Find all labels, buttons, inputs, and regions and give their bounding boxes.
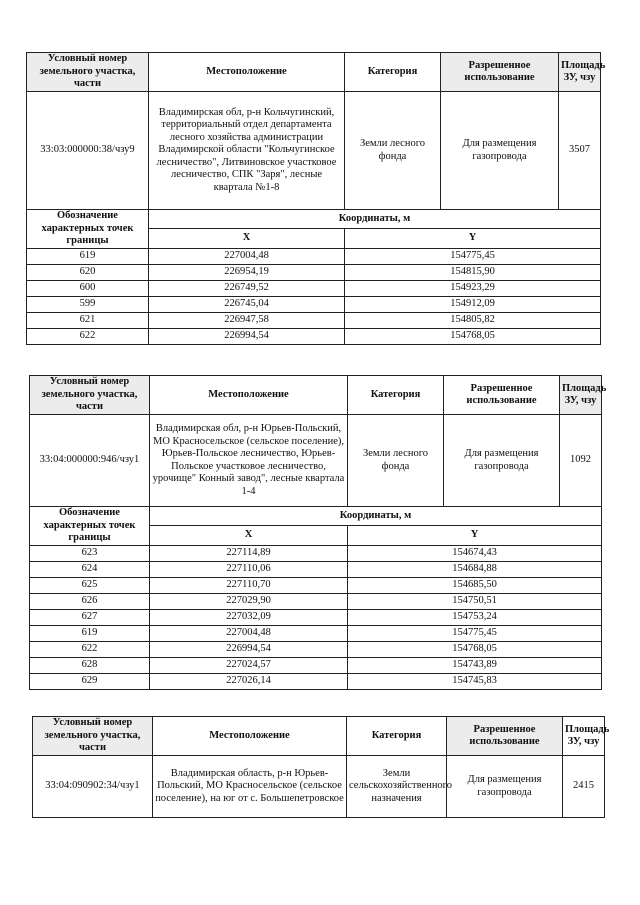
header-cad-no: Условный номер земельного участка, части [33, 717, 153, 756]
coord-x: 227110,70 [150, 577, 348, 593]
table-row [27, 312, 601, 328]
parcel-block-3 [32, 716, 610, 818]
coord-x: 227110,06 [150, 561, 348, 577]
area-cell: 1092 [560, 415, 602, 507]
header-area: Площадь ЗУ, чзу [563, 717, 605, 756]
point-number: 599 [27, 296, 149, 312]
area-cell: 3507 [559, 92, 601, 210]
coord-y: 154674,43 [348, 545, 602, 561]
parcel-table-3 [32, 716, 610, 818]
coord-x: 226749,52 [149, 280, 345, 296]
y-header: Y [348, 526, 602, 545]
point-number: 622 [27, 328, 149, 344]
coord-x: 227004,48 [149, 248, 345, 264]
point-number: 625 [30, 577, 150, 593]
header-cad-no: Условный номер земельного участка, части [30, 376, 150, 415]
category-cell: Земли лесного фонда [345, 92, 441, 210]
coord-y: 154750,51 [348, 593, 602, 609]
table-row [27, 280, 601, 296]
point-number: 619 [30, 625, 150, 641]
table-row [30, 673, 602, 689]
table-row [30, 657, 602, 673]
header-usage: Разрешенное использование [441, 53, 559, 92]
table-row [30, 593, 602, 609]
table-row [27, 328, 601, 344]
cad-no-cell: 33:03:000000:38/чзу9 [27, 92, 149, 210]
coord-x: 227004,48 [150, 625, 348, 641]
point-number: 623 [30, 545, 150, 561]
coord-x: 226954,19 [149, 264, 345, 280]
point-number: 627 [30, 609, 150, 625]
coord-x: 226994,54 [150, 641, 348, 657]
coord-y: 154912,09 [345, 296, 601, 312]
coord-y: 154768,05 [345, 328, 601, 344]
point-number: 620 [27, 264, 149, 280]
header-location: Местоположение [150, 376, 348, 415]
coords-table-1 [26, 209, 601, 345]
coord-y: 154684,88 [348, 561, 602, 577]
coord-y: 154745,83 [348, 673, 602, 689]
header-category: Категория [348, 376, 444, 415]
point-number: 621 [27, 312, 149, 328]
cad-no-cell: 33:04:090902:34/чзу1 [33, 756, 153, 818]
x-header: X [149, 229, 345, 248]
coord-x: 227026,14 [150, 673, 348, 689]
table-row [30, 545, 602, 561]
table-row [30, 609, 602, 625]
location-cell: Владимирская область, р-н Юрьев-Польский, МО Красносельское (сельское поселение), на юг от с. Большепетровское [153, 756, 347, 818]
table-row [27, 248, 601, 264]
parcel-block-1 [26, 52, 606, 345]
point-number: 600 [27, 280, 149, 296]
category-cell: Земли лесного фонда [348, 415, 444, 507]
point-number: 624 [30, 561, 150, 577]
coord-y: 154753,24 [348, 609, 602, 625]
coord-y: 154815,90 [345, 264, 601, 280]
table-row [30, 577, 602, 593]
cad-no-cell: 33:04:000000:946/чзу1 [30, 415, 150, 507]
point-number: 622 [30, 641, 150, 657]
header-category: Категория [347, 717, 447, 756]
table-row [27, 264, 601, 280]
coords-table-2 [29, 506, 602, 690]
point-number: 629 [30, 673, 150, 689]
coord-y: 154775,45 [348, 625, 602, 641]
point-label-header: Обозначение характерных точек границы [27, 210, 149, 249]
coords-header: Координаты, м [149, 210, 601, 229]
header-cad-no: Условный номер земельного участка, части [27, 53, 149, 92]
coord-x: 227114,89 [150, 545, 348, 561]
table-row [30, 641, 602, 657]
coord-x: 226947,58 [149, 312, 345, 328]
x-header: X [150, 526, 348, 545]
table-row [30, 561, 602, 577]
parcel-table-1 [26, 52, 606, 210]
coord-y: 154923,29 [345, 280, 601, 296]
coord-x: 226745,04 [149, 296, 345, 312]
header-area: Площадь ЗУ, чзу [560, 376, 602, 415]
area-cell: 2415 [563, 756, 605, 818]
header-usage: Разрешенное использование [444, 376, 560, 415]
points-body [30, 545, 602, 689]
location-cell: Владимирская обл, р-н Юрьев-Польский, МО Красносельское (сельское поселение), Юрьев-Польское лесничество, Юрьев-Польское участковое лесничество, урочище" Конный завод", лесные квартала 1-4 [150, 415, 348, 507]
header-location: Местоположение [149, 53, 345, 92]
point-number: 626 [30, 593, 150, 609]
coord-x: 227032,09 [150, 609, 348, 625]
points-body [27, 248, 601, 344]
usage-cell: Для размещения газопровода [441, 92, 559, 210]
usage-cell: Для размещения газопровода [447, 756, 563, 818]
coord-x: 227029,90 [150, 593, 348, 609]
coord-y: 154743,89 [348, 657, 602, 673]
header-category: Категория [345, 53, 441, 92]
parcel-block-2 [29, 375, 607, 690]
coord-x: 226994,54 [149, 328, 345, 344]
point-label-header: Обозначение характерных точек границы [30, 507, 150, 546]
category-cell: Земли сельскохозяйственного назначения [347, 756, 447, 818]
usage-cell: Для размещения газопровода [444, 415, 560, 507]
coord-x: 227024,57 [150, 657, 348, 673]
parcel-table-2 [29, 375, 607, 507]
header-location: Местоположение [153, 717, 347, 756]
coord-y: 154685,50 [348, 577, 602, 593]
table-row [30, 625, 602, 641]
point-number: 628 [30, 657, 150, 673]
y-header: Y [345, 229, 601, 248]
coord-y: 154775,45 [345, 248, 601, 264]
point-number: 619 [27, 248, 149, 264]
coord-y: 154805,82 [345, 312, 601, 328]
header-area: Площадь ЗУ, чзу [559, 53, 601, 92]
coords-header: Координаты, м [150, 507, 602, 526]
header-usage: Разрешенное использование [447, 717, 563, 756]
coord-y: 154768,05 [348, 641, 602, 657]
table-row [27, 296, 601, 312]
location-cell: Владимирская обл, р-н Кольчугинский, территориальный отдел департамента лесного хозяйства администрации Владимирской области "Кольчугинское лесничество", Литвиновское участковое лесничество, СПК "Заря", лесные квартала №1-8 [149, 92, 345, 210]
